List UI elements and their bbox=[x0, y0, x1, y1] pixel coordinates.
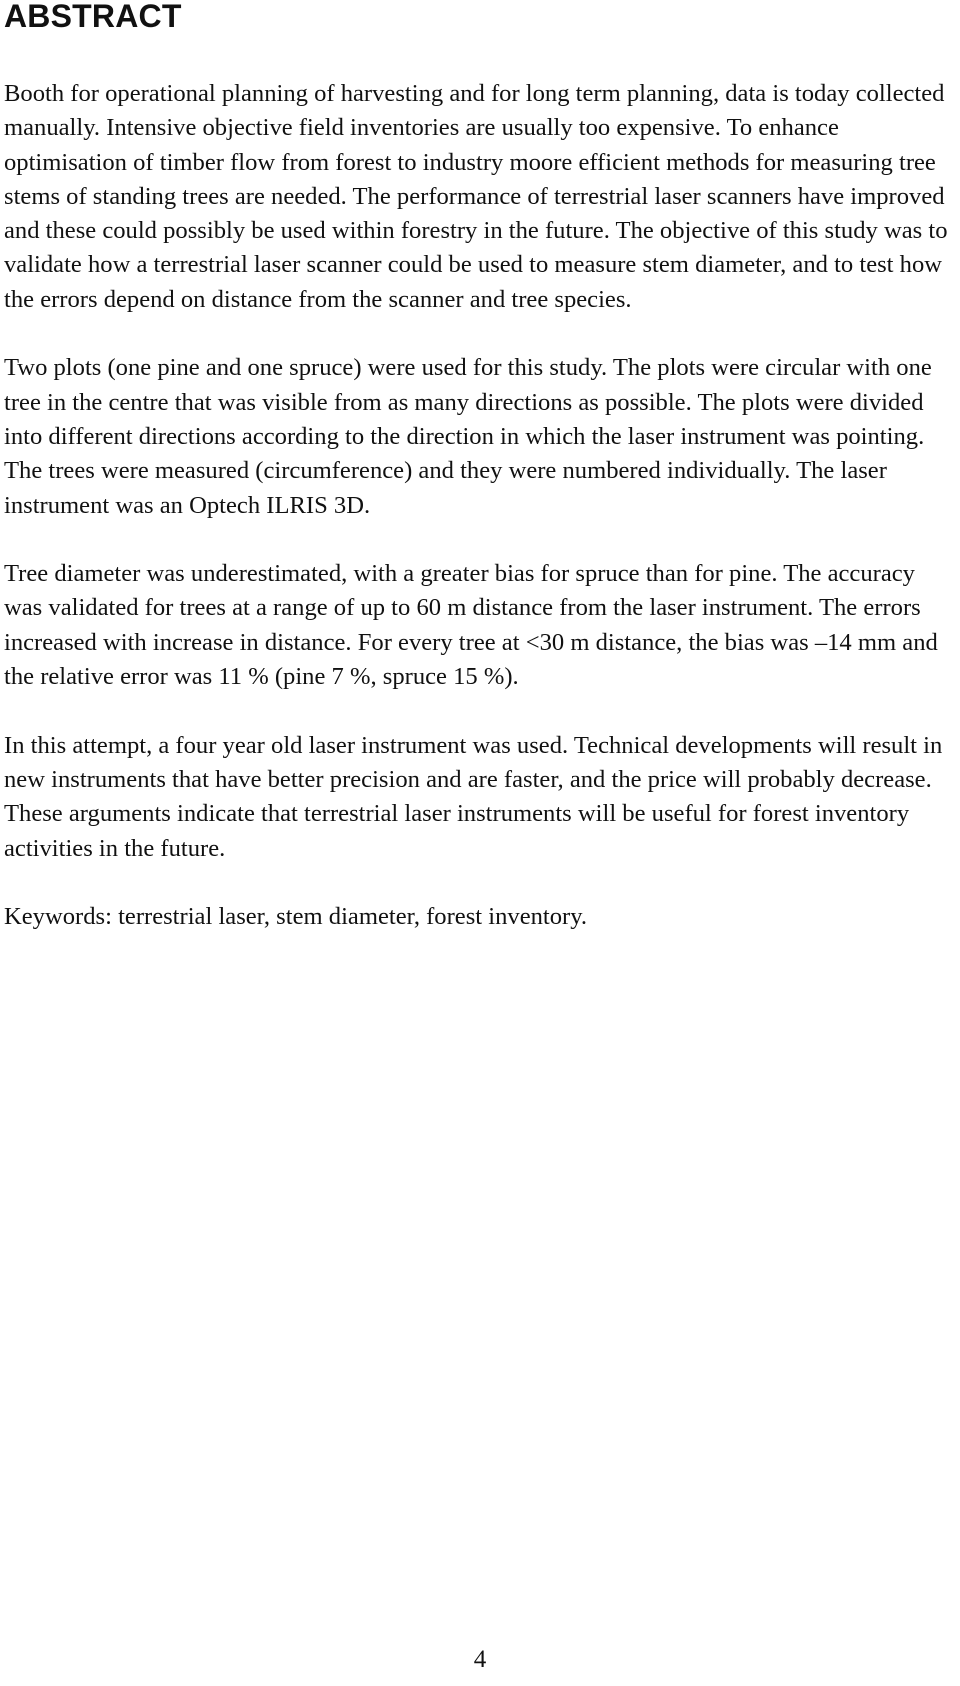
paragraph-results: Tree diameter was underestimated, with a greater bias for spruce than for pine. The accuracy was validated for trees at a range of up to 60 m distance from the laser instrument. The errors increased with increase in distance. For every tree at <30 m distance, the bias was –14 mm and the relative error was 11 % (pine 7 %, spruce 15 %). bbox=[4, 560, 938, 691]
abstract-body bbox=[4, 77, 950, 969]
paragraph-background: Booth for operational planning of harvesting and for long term planning, data is today collected manually. Intensive objective field inventories are usually too expensive. To enhance optimisation of timber flow from forest to industry moore efficient methods for measuring tree stems of standing trees are needed. The performance of terrestrial laser scanners have improved and these could possibly be used within forestry in the future. The objective of this study was to validate how a terrestrial laser scanner could be used to measure stem diameter, and to test how the errors depend on distance from the scanner and tree species. bbox=[4, 80, 948, 313]
paragraph-methods: Two plots (one pine and one spruce) were used for this study. The plots were circular with one tree in the centre that was visible from as many directions as possible. The plots were divided into different directions according to the direction in which the laser instrument was pointing. The trees were measured (circumference) and they were numbered individually. The laser instrument was an Optech ILRIS 3D. bbox=[4, 354, 932, 519]
page-number: 4 bbox=[473, 1646, 487, 1673]
paragraph-conclusion: In this attempt, a four year old laser instrument was used. Technical developments will result in new instruments that have better precision and are faster, and the price will probably decrease. These arguments indicate that terrestrial laser instruments will be useful for forest inventory activities in the future. bbox=[4, 731, 943, 862]
paragraph-keywords: Keywords: terrestrial laser, stem diameter, forest inventory. bbox=[4, 903, 588, 931]
section-heading: ABSTRACT bbox=[4, 0, 182, 34]
